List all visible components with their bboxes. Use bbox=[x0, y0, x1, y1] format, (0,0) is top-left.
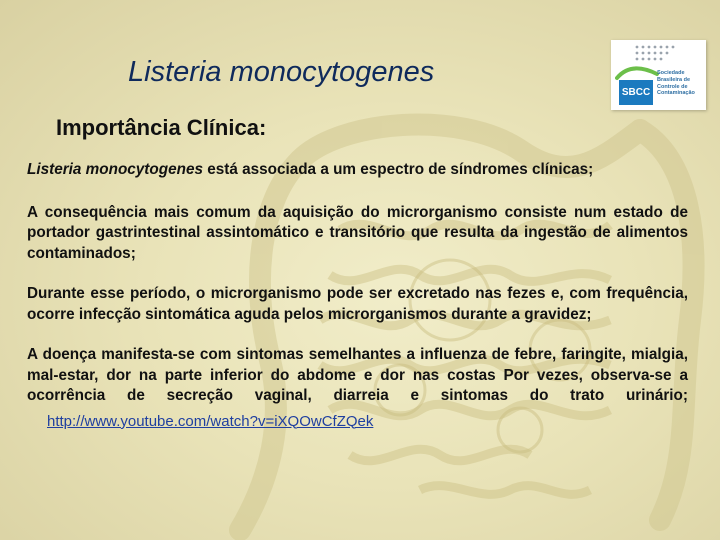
slide-title: Listeria monocytogenes bbox=[128, 56, 435, 88]
paragraph-4 bbox=[27, 345, 688, 430]
paragraph-3: Durante esse período, o microrganismo pode ser excretado nas fezes e, com frequência, ocorre infecção sintomática aguda pelos microrganismos durante a gravidez; bbox=[27, 285, 688, 323]
logo-acronym: SBCC bbox=[619, 80, 653, 105]
paragraph-1-italic: Listeria monocytogenes bbox=[27, 161, 203, 178]
logo-text: Sociedade Brasileira de Controle de Contaminação bbox=[657, 70, 695, 97]
logo-dots-icon bbox=[633, 44, 681, 64]
sbcc-logo bbox=[611, 40, 706, 110]
logo-swoosh-icon bbox=[615, 62, 659, 82]
youtube-link[interactable]: http://www.youtube.com/watch?v=iXQOwCfZQek bbox=[47, 412, 374, 430]
paragraph-1 bbox=[27, 160, 688, 181]
paragraph-2: A consequência mais comum da aquisição do microrganismo consiste num estado de portador gastrintestinal assintomático e transitório que resulta da ingestão de alimentos contaminados; bbox=[27, 203, 688, 262]
paragraph-4-text: A doença manifesta-se com sintomas semelhantes a influenza de febre, faringite, mialgia, mal-estar, dor na parte inferior do abdome e dor nas costas Por vezes, observa-se a ocorrência de secreção vaginal, diarreia e sintomas do trato urinário; bbox=[27, 346, 688, 404]
slide-body bbox=[27, 160, 688, 430]
slide-subtitle: Importância Clínica: bbox=[56, 115, 267, 140]
paragraph-1-text: está associada a um espectro de síndromes clínicas; bbox=[202, 161, 594, 178]
